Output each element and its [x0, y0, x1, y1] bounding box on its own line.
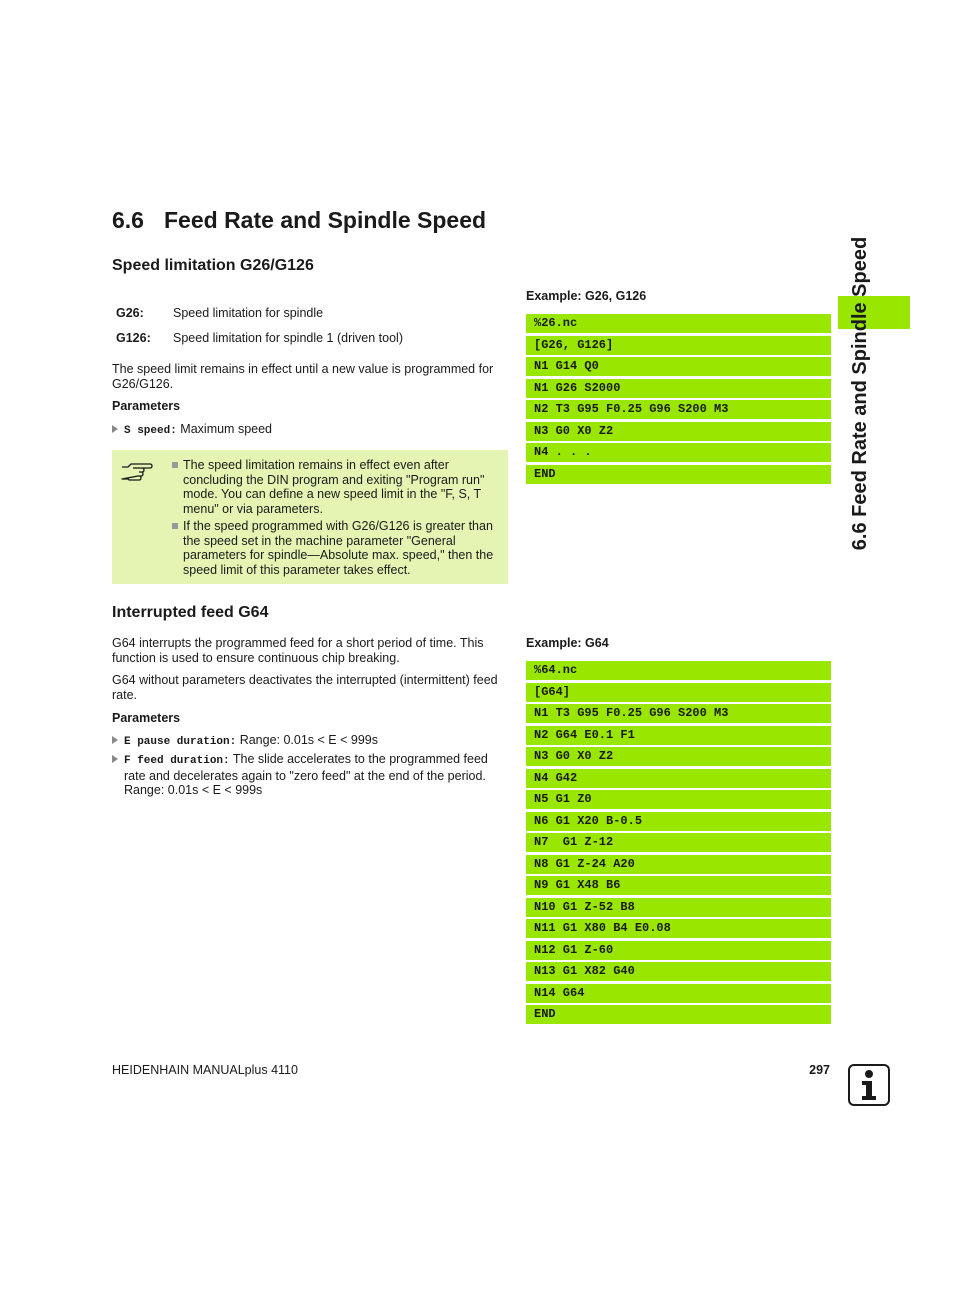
- param-desc: The slide accelerates to the programmed feed rate and decelerates again to "zero feed" at the end of the period. Range: 0.01s < E < 999s: [124, 752, 488, 797]
- code-line: %26.nc: [526, 314, 831, 333]
- note-box: [112, 450, 508, 584]
- page-title: [112, 207, 486, 234]
- info-i-glyph: [858, 1069, 880, 1101]
- param-code: S speed:: [124, 425, 177, 437]
- code-line: N6 G1 X20 B-0.5: [526, 812, 831, 831]
- params-heading: Parameters: [112, 711, 181, 725]
- square-bullet-icon: [172, 462, 178, 468]
- example-label: Example: G64: [526, 636, 609, 650]
- definition-desc: Speed limitation for spindle 1 (driven tool): [173, 331, 403, 345]
- code-line: N8 G1 Z-24 A20: [526, 855, 831, 874]
- code-line: N3 G0 X0 Z2: [526, 422, 831, 441]
- definition-row: [116, 331, 403, 345]
- interrupted-feed-text-1: G64 interrupts the programmed feed for a short period of time. This function is used to ensure continuous chip breaking.: [112, 636, 484, 665]
- code-example-g26: [526, 314, 831, 486]
- section-number: 6.6: [112, 207, 144, 233]
- code-line: N11 G1 X80 B4 E0.08: [526, 919, 831, 938]
- definition-term: G26:: [116, 306, 144, 320]
- heading-speed-limitation: Speed limitation G26/G126: [112, 257, 314, 274]
- param-code: F feed duration:: [124, 755, 230, 767]
- param-item: [112, 422, 508, 439]
- side-title-text: 6.6 Feed Rate and Spindle Speed: [849, 236, 872, 550]
- code-line: N2 T3 G95 F0.25 G96 S200 M3: [526, 400, 831, 419]
- code-line: %64.nc: [526, 661, 831, 680]
- code-line: N1 G26 S2000: [526, 379, 831, 398]
- param-item: [112, 752, 508, 798]
- page-number: 297: [809, 1063, 830, 1077]
- code-line: N13 G1 X82 G40: [526, 962, 831, 981]
- section-title: Feed Rate and Spindle Speed: [164, 207, 487, 233]
- note-item: [172, 458, 500, 516]
- code-line: N4 G42: [526, 769, 831, 788]
- interrupted-feed-text-2: G64 without parameters deactivates the interrupted (intermittent) feed rate.: [112, 673, 498, 702]
- param-item: [112, 733, 508, 750]
- definition-row: [116, 306, 323, 320]
- code-line: END: [526, 1005, 831, 1024]
- params-heading: Parameters: [112, 399, 181, 413]
- speed-limit-text: The speed limit remains in effect until a new value is programmed for G26/G126.: [112, 362, 494, 391]
- code-line: N7 G1 Z-12: [526, 833, 831, 852]
- code-line: N1 G14 Q0: [526, 357, 831, 376]
- param-desc: Maximum speed: [180, 422, 272, 436]
- definition-term: G126:: [116, 331, 151, 345]
- code-line: [G64]: [526, 683, 831, 702]
- code-line: N9 G1 X48 B6: [526, 876, 831, 895]
- code-line: N2 G64 E0.1 F1: [526, 726, 831, 745]
- note-text: The speed limitation remains in effect even after concluding the DIN program and exiting "Program run" mode. You can define a new speed limit in the "F, S, T menu" or via parameters.: [183, 458, 485, 516]
- code-line: N4 . . .: [526, 443, 831, 462]
- side-chapter-title: [843, 214, 879, 572]
- code-line: [G26, G126]: [526, 336, 831, 355]
- triangle-bullet-icon: [112, 755, 118, 763]
- info-icon: [848, 1064, 890, 1106]
- code-example-g64: [526, 661, 831, 1027]
- example-label: Example: G26, G126: [526, 289, 647, 303]
- code-line: N5 G1 Z0: [526, 790, 831, 809]
- code-line: N10 G1 Z-52 B8: [526, 898, 831, 917]
- note-text: If the speed programmed with G26/G126 is greater than the speed set in the machine parameter "General parameters for spindle—Absolute max. speed," then the speed limit of this parameter takes effect.: [183, 519, 494, 577]
- footer-manual-name: HEIDENHAIN MANUALplus 4110: [112, 1063, 298, 1077]
- triangle-bullet-icon: [112, 736, 118, 744]
- note-item: [172, 519, 500, 577]
- code-line: N12 G1 Z-60: [526, 941, 831, 960]
- triangle-bullet-icon: [112, 425, 118, 433]
- code-line: N1 T3 G95 F0.25 G96 S200 M3: [526, 704, 831, 723]
- param-code: E pause duration:: [124, 736, 237, 748]
- pointing-hand-icon: [120, 458, 154, 484]
- param-desc: Range: 0.01s < E < 999s: [239, 733, 378, 747]
- definition-desc: Speed limitation for spindle: [173, 306, 324, 320]
- heading-interrupted-feed: Interrupted feed G64: [112, 604, 269, 621]
- code-line: N3 G0 X0 Z2: [526, 747, 831, 766]
- code-line: N14 G64: [526, 984, 831, 1003]
- square-bullet-icon: [172, 523, 178, 529]
- code-line: END: [526, 465, 831, 484]
